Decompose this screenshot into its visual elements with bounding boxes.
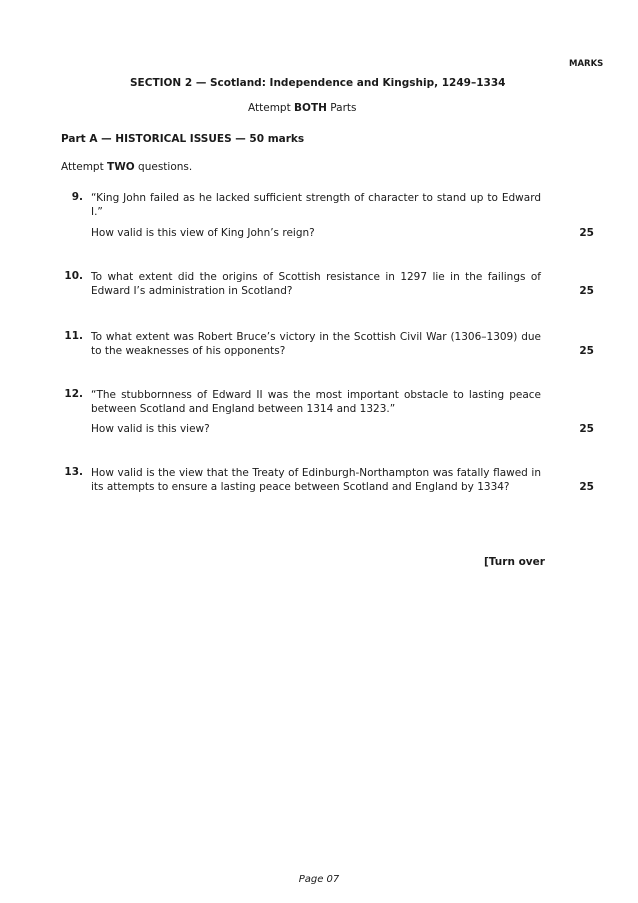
attempt-two-suffix: questions. bbox=[134, 161, 193, 173]
question-text: How valid is the view that the Treaty of Edinburgh-Northampton was fatally flawed in its attempts to ensure a lasting peace between Scotland and England by 1334? bbox=[91, 467, 541, 493]
turn-over-note: [Turn over bbox=[484, 556, 545, 568]
question-subtext: How valid is this view of King John’s reign? bbox=[91, 227, 315, 239]
question-number: 9. bbox=[71, 191, 83, 203]
question-text: “The stubbornness of Edward II was the most important obstacle to lasting peace between Scotland and England between 1314 and 1323.” bbox=[91, 389, 541, 415]
question-marks: 25 bbox=[579, 423, 594, 435]
attempt-prefix: Attempt bbox=[248, 102, 295, 114]
attempt-instruction bbox=[248, 102, 356, 114]
attempt-two-instruction bbox=[61, 161, 192, 173]
question-text: To what extent did the origins of Scottish resistance in 1297 lie in the failings of Edward I’s administration in Scotland? bbox=[91, 271, 541, 297]
part-a-heading: Part A — HISTORICAL ISSUES — 50 marks bbox=[61, 133, 305, 145]
question-text: “King John failed as he lacked sufficient strength of character to stand up to Edward I.” bbox=[91, 192, 541, 218]
question-number: 10. bbox=[64, 270, 83, 282]
question-text: To what extent was Robert Bruce’s victory in the Scottish Civil War (1306–1309) due to the weaknesses of his opponents? bbox=[91, 331, 541, 357]
section-title: SECTION 2 — Scotland: Independence and Kingship, 1249–1334 bbox=[130, 77, 506, 89]
question-subtext: How valid is this view? bbox=[91, 423, 210, 435]
attempt-suffix: Parts bbox=[326, 102, 357, 114]
question-number: 12. bbox=[64, 388, 83, 400]
question-number: 13. bbox=[64, 466, 83, 478]
page-number: Page 07 bbox=[298, 874, 340, 885]
attempt-emphasis: BOTH bbox=[294, 102, 327, 114]
question-marks: 25 bbox=[579, 345, 594, 357]
marks-column-header: MARKS bbox=[569, 59, 604, 69]
question-marks: 25 bbox=[579, 285, 594, 297]
question-marks: 25 bbox=[579, 481, 594, 493]
attempt-two-prefix: Attempt bbox=[61, 161, 108, 173]
attempt-two-emphasis: TWO bbox=[107, 161, 135, 173]
question-marks: 25 bbox=[579, 227, 594, 239]
question-number: 11. bbox=[64, 330, 83, 342]
